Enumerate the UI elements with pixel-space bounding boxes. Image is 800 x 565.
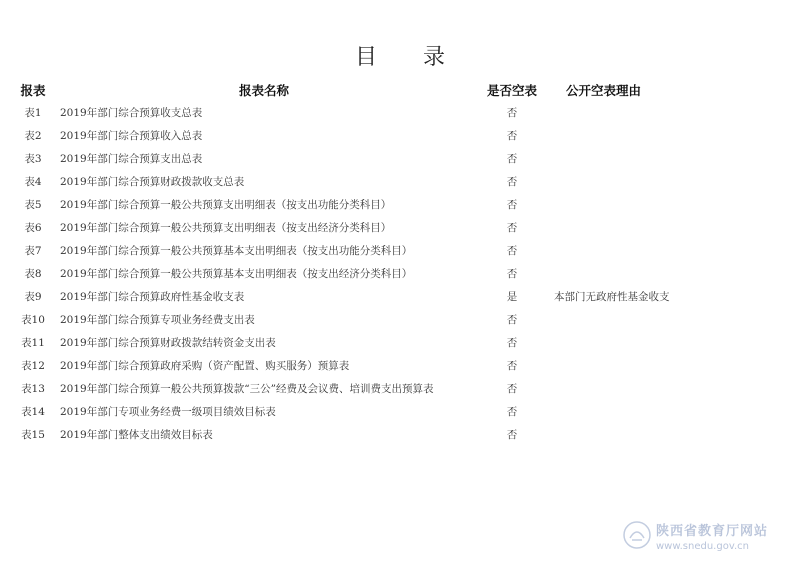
watermark-url: www.snedu.gov.cn (656, 541, 749, 552)
row-report-name: 2019年部门综合预算一般公共预算支出明细表（按支出经济分类科目） (60, 222, 392, 234)
row-reason (548, 423, 732, 446)
row-report-name: 2019年部门整体支出绩效目标表 (60, 429, 213, 441)
row-report-name: 2019年部门专项业务经费一级项目绩效目标表 (60, 406, 276, 418)
table-row (14, 423, 732, 446)
row-is-empty: 否 (506, 107, 518, 119)
table-row (14, 308, 732, 331)
table-row (14, 124, 732, 147)
row-report-id: 表4 (24, 176, 42, 188)
row-reason (548, 170, 732, 193)
table-body (14, 101, 732, 446)
row-reason (548, 377, 732, 400)
header-is-empty: 是否空表 (486, 83, 537, 98)
row-reason (548, 101, 732, 124)
row-report-id: 表15 (21, 429, 45, 441)
row-report-name: 2019年部门综合预算一般公共预算基本支出明细表（按支出功能分类科目） (60, 245, 413, 257)
table-row (14, 101, 732, 124)
title-char-2: 录 (423, 45, 446, 70)
table-row (14, 285, 732, 308)
row-is-empty: 否 (506, 153, 518, 165)
row-reason (548, 308, 732, 331)
row-report-id: 表3 (24, 153, 42, 165)
row-report-id: 表1 (24, 107, 42, 119)
header-report-name: 报表名称 (238, 83, 289, 98)
table-row (14, 216, 732, 239)
row-reason (548, 400, 732, 423)
table-row (14, 354, 732, 377)
row-report-name: 2019年部门综合预算财政拨款收支总表 (60, 176, 245, 188)
row-report-id: 表9 (24, 291, 42, 303)
table-row (14, 170, 732, 193)
row-is-empty: 否 (506, 360, 518, 372)
row-is-empty: 否 (506, 406, 518, 418)
table-row (14, 262, 732, 285)
row-reason (548, 239, 732, 262)
row-report-id: 表5 (24, 199, 42, 211)
table-row (14, 331, 732, 354)
table-row (14, 239, 732, 262)
row-is-empty: 否 (506, 383, 518, 395)
row-is-empty: 否 (506, 268, 518, 280)
row-report-name: 2019年部门综合预算财政拨款结转资金支出表 (60, 337, 276, 349)
row-is-empty: 否 (506, 314, 518, 326)
row-report-name: 2019年部门综合预算收入总表 (60, 130, 203, 142)
row-report-name: 2019年部门综合预算专项业务经费支出表 (60, 314, 255, 326)
row-is-empty: 否 (506, 245, 518, 257)
row-report-name: 2019年部门综合预算政府采购（资产配置、购买服务）预算表 (60, 360, 350, 372)
row-report-name: 2019年部门综合预算一般公共预算支出明细表（按支出功能分类科目） (60, 199, 392, 211)
row-reason: 本部门无政府性基金收支 (554, 291, 670, 303)
row-report-name: 2019年部门综合预算政府性基金收支表 (60, 291, 245, 303)
row-report-id: 表14 (21, 406, 45, 418)
row-is-empty: 否 (506, 222, 518, 234)
row-reason (548, 354, 732, 377)
row-reason (548, 147, 732, 170)
row-is-empty: 否 (506, 176, 518, 188)
row-reason (548, 124, 732, 147)
row-reason (548, 262, 732, 285)
page-title (0, 40, 800, 71)
header-report: 报表 (20, 83, 46, 98)
row-is-empty: 是 (506, 291, 518, 303)
row-reason (548, 193, 732, 216)
site-logo-icon (622, 520, 652, 550)
title-char-1: 目 (354, 45, 377, 70)
row-is-empty: 否 (506, 429, 518, 441)
watermark-text: 陕西省教育厅网站 (656, 524, 769, 539)
contents-table (14, 79, 732, 446)
row-report-name: 2019年部门综合预算一般公共预算基本支出明细表（按支出经济分类科目） (60, 268, 413, 280)
row-is-empty: 否 (506, 130, 518, 142)
row-report-id: 表11 (21, 337, 45, 349)
row-report-id: 表6 (24, 222, 42, 234)
header-row (14, 79, 732, 101)
row-reason (548, 216, 732, 239)
row-is-empty: 否 (506, 199, 518, 211)
header-reason: 公开空表理由 (566, 83, 642, 98)
row-report-name: 2019年部门综合预算支出总表 (60, 153, 203, 165)
row-report-id: 表10 (21, 314, 45, 326)
row-report-id: 表2 (24, 130, 42, 142)
row-report-name: 2019年部门综合预算一般公共预算拨款“三公”经费及会议费、培训费支出预算表 (60, 383, 434, 395)
row-reason (548, 331, 732, 354)
table-row (14, 377, 732, 400)
row-report-name: 2019年部门综合预算收支总表 (60, 107, 203, 119)
site-watermark (618, 516, 798, 560)
row-report-id: 表8 (24, 268, 42, 280)
table-row (14, 147, 732, 170)
table-row (14, 193, 732, 216)
table-row (14, 400, 732, 423)
row-is-empty: 否 (506, 337, 518, 349)
row-report-id: 表12 (21, 360, 45, 372)
row-report-id: 表7 (24, 245, 42, 257)
row-report-id: 表13 (21, 383, 45, 395)
